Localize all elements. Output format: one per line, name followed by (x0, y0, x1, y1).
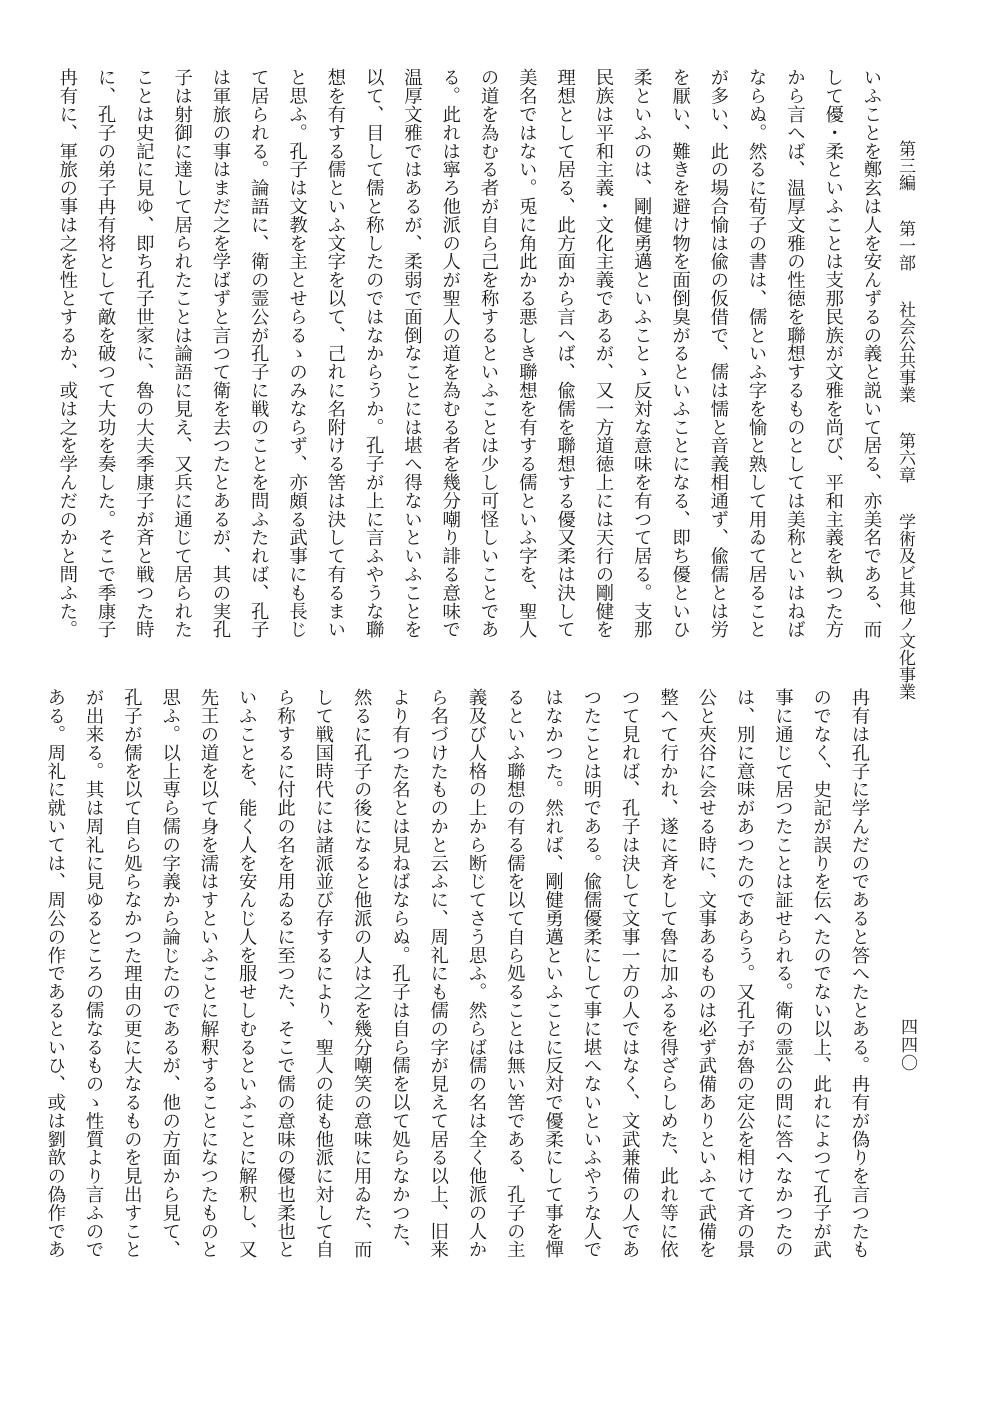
header-chapter: 第六章 (895, 432, 915, 484)
text-column: 然るに孔子の後になると他派の人は之を幾分嘲笑の意味に用ゐた、而 (351, 688, 373, 1259)
text-column: 思ふ。以上専ら儒の字義から論じたのであるが、他の方面から見て、 (159, 688, 181, 1259)
text-column: て居られる。論語に、衛の霊公が孔子に戦のことを問ふたれば、孔子 (248, 68, 270, 639)
text-column: 以て、目して儒と称したのではなからうか。孔子が上に言ふやうな聯 (363, 68, 385, 639)
text-column: と思ふ。孔子は文教を主とせらるゝのみならず、亦頗る武事にも長じ (286, 68, 308, 639)
text-column: る。此れは寧ろ他派の人が聖人の道を為むる者を幾分嘲り誹る意味で (439, 68, 461, 639)
text-column: 柔といふのは、剛健勇邁といふことゝ反対な意味を有つて居る。支那 (631, 68, 653, 639)
text-column: 想を有する儒といふ文字を以て、己れに名附ける筈は決して有るまい (324, 68, 346, 639)
upper-text-block (47, 68, 890, 668)
text-column: いふことを、能く人を安んじ人を服せしむるといふことに解釈し、又 (236, 688, 258, 1259)
text-column: 事に通じて居つたことは証せられる。衛の霊公の問に答へなかつたの (772, 688, 794, 1259)
text-column: 先王の道を以て身を濡はすといふことに解釈することになつたものと (197, 688, 219, 1259)
text-column: して戦国時代には諸派並び存するにより、聖人の徒も他派に対して自 (312, 688, 334, 1259)
running-header (893, 140, 917, 700)
text-column: るといふ聯想の有る儒を以て自ら処ることは無い筈である、孔子の主 (504, 688, 526, 1259)
text-column: 温厚文雅ではあるが、柔弱で面倒なことには堪へ得ないといふことを (401, 68, 423, 639)
text-column: 理想として居る、此方面から言へば、偸儒を聯想する優又柔は決して (554, 68, 576, 639)
text-column: 冉有は孔子に学んだのであると答へたとある。冉有が偽りを言つたも (849, 688, 870, 1259)
text-column: 美名ではない。兎に角此かる悪しき聯想を有する儒といふ字を、聖人 (516, 68, 538, 639)
text-column: を厭い、難きを避け物を面倒臭がるといふことになる、即ち優といひ (669, 68, 691, 639)
text-column: 整へて行かれ、遂に斉をして魯に加ふるを得ざらしめた、此れ等に依 (657, 688, 679, 1259)
text-column: 子は射御に達して居られたことは論語に見え、又兵に通じて居られた (171, 68, 193, 639)
text-column: は、別に意味があつたのであらう。又孔子が魯の定公を相けて斉の景 (734, 688, 756, 1259)
header-subject: 社会公共事業 (895, 300, 915, 403)
text-column: ら称するに付此の名を用ゐるに至つた、そこで儒の意味の優也柔也と (274, 688, 296, 1259)
text-column: ある。周礼に就いては、周公の作であるといひ、或は劉歆の偽作であ (44, 688, 66, 1259)
header-section: 第一部 (895, 220, 915, 272)
text-column: のでなく、史記が誤りを伝へたのでない以上、此れによつて孔子が武 (810, 688, 832, 1259)
lower-text-block (35, 688, 878, 1298)
text-column: つて見れば、孔子は決して文事一方の人ではなく、文武兼備の人であ (619, 688, 641, 1259)
text-column: 公と夾谷に会せる時に、文事あるものは必ず武備ありといふて武備を (695, 688, 717, 1259)
text-column: つたことは明である。偸儒優柔にして事に堪へないといふやうな人で (580, 688, 602, 1259)
text-column: 義及び人格の上から断じてさう思ふ。然らば儒の名は全く他派の人か (466, 688, 488, 1259)
text-column: はなかつた。然れば、剛健勇邁といふことに反対で優柔にして事を憚 (542, 688, 564, 1259)
text-column: に、孔子の弟子冉有将として敵を破つて大功を奏した。そこで季康子 (95, 68, 117, 639)
text-column: 民族は平和主義・文化主義であるが、又一方道徳上には天行の剛健を (592, 68, 614, 639)
text-column: は軍旅の事はまだ之を学ばずと言つて衛を去つたとあるが、其の実孔 (209, 68, 231, 639)
text-column: 孔子が儒を以て自ら処らなかつた理由の更に大なるものを見出すこと (121, 688, 143, 1259)
text-column: から言へば、温厚文雅の性徳を聯想するものとしては美称といはねば (784, 68, 806, 639)
page-number: 四四〇 (897, 1018, 917, 1072)
text-column: より有つた名とは見ねばならぬ。孔子は自ら儒を以て処らなかつた、 (389, 688, 411, 1259)
text-column: ならぬ。然るに荀子の書は、儒といふ字を愉と熟して用ゐて居ること (746, 68, 768, 639)
text-column: が多い、此の場合愉は偸の仮借で、儒は懦と音義相通ず、偸儒とは労 (707, 68, 729, 639)
header-part: 第三編 (895, 140, 915, 191)
text-column: 冉有に、軍旅の事は之を性とするか、或は之を学んだのかと問ふた。 (56, 68, 78, 639)
text-column: いふことを鄭玄は人を安んずるの義と説いて居る、亦美名である、而 (861, 68, 882, 639)
text-column: ことは史記に見ゆ、即ち孔子世家に、魯の大夫季康子が斉と戦つた時 (133, 68, 155, 639)
text-column: が出来る。其は周礼に見ゆるところの儒なるものゝ性質より言ふので (83, 688, 105, 1259)
header-chapter-title: 学術及ビ其他ノ文化事業 (895, 512, 915, 700)
text-column: ら名づけたものかと云ふに、周礼にも儒の字が見えて居る以上、旧来 (427, 688, 449, 1259)
text-column: して優・柔といふことは支那民族が文雅を尚び、平和主義を執つた方 (822, 68, 844, 639)
text-column: の道を為むる者が自ら己を称するといふことは少し可怪しいことであ (478, 68, 500, 639)
